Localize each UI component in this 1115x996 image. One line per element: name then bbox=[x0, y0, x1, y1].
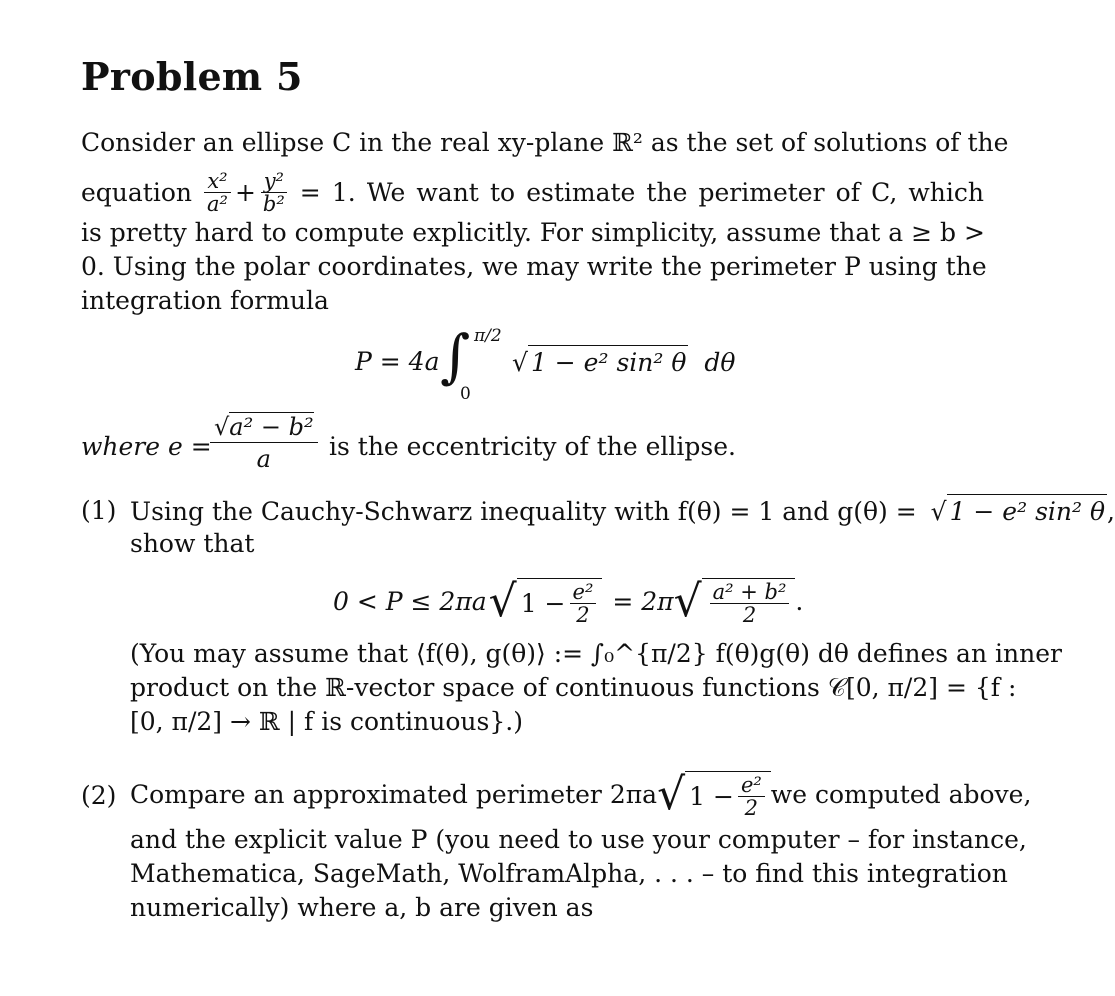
part-1-note-3: [0, π/2] → ℝ | f is continuous}.) bbox=[130, 707, 523, 736]
fraction-denominator: 2 bbox=[576, 603, 590, 627]
fraction-denominator: 2 bbox=[742, 603, 757, 627]
sqrt-sign: √ bbox=[657, 769, 686, 820]
where-text: where e = bbox=[81, 432, 212, 461]
intro-line-5: integration formula bbox=[81, 286, 329, 315]
g-theta-radicand: 1 − e² sin² θ bbox=[947, 494, 1107, 529]
eccentricity-numerator: √a² − b² bbox=[210, 412, 318, 443]
equation-word: equation bbox=[81, 177, 192, 207]
eccentricity-radicand: a² − b² bbox=[229, 413, 314, 441]
fraction-numerator: e² bbox=[738, 774, 765, 797]
part-2-label: (2) bbox=[81, 781, 117, 810]
fraction-numerator: x² bbox=[204, 170, 230, 193]
integral-sign: ∫ bbox=[440, 322, 471, 390]
fraction-numerator: y² bbox=[261, 170, 287, 193]
intro-line-4: 0. Using the polar coordinates, we may write the perimeter P using the bbox=[81, 252, 987, 281]
intro-line-1: Consider an ellipse C in the real xy-plane ℝ² as the set of solutions of the bbox=[81, 128, 1009, 157]
sqrt-sign: √ bbox=[488, 576, 517, 627]
inequality-lhs: 0 < P ≤ 2πa bbox=[333, 587, 487, 616]
g-theta-sqrt: √ 1 − e² sin² θ bbox=[931, 494, 1107, 529]
fraction-numerator: e² bbox=[570, 581, 597, 604]
integral-lower-limit: 0 bbox=[460, 384, 471, 404]
inequality-period: . bbox=[795, 587, 804, 616]
part-1-comma: , bbox=[1107, 497, 1115, 526]
fraction-denominator: 2 bbox=[744, 796, 759, 820]
radicand-prefix: 1 − bbox=[689, 781, 734, 811]
part-2-line-4: numerically) where a, b are given as bbox=[130, 893, 594, 922]
approx-radicand bbox=[685, 771, 771, 819]
where-prefix bbox=[81, 430, 212, 464]
eccentricity-denominator: a bbox=[256, 445, 271, 473]
inequality-mid: = 2π bbox=[612, 587, 674, 616]
integral-lhs: P = 4a bbox=[355, 347, 440, 376]
fraction-denominator: b² bbox=[262, 192, 285, 216]
part-1-label: (1) bbox=[81, 496, 117, 525]
sqrt-expression: √ 1 − e² sin² θ bbox=[512, 345, 688, 380]
radicand: 1 − e² sin² θ bbox=[528, 345, 688, 380]
e-squared-over-2 bbox=[570, 581, 597, 626]
sqrt-radicand-1 bbox=[517, 578, 603, 626]
problem-title: Problem 5 bbox=[81, 54, 303, 99]
differential: dθ bbox=[704, 348, 736, 377]
part-2-line-2: and the explicit value P (you need to use your computer – for instance, bbox=[130, 825, 1027, 854]
part-1-line-2: show that bbox=[130, 529, 255, 558]
integral-upper-limit: π/2 bbox=[474, 326, 502, 346]
fraction-denominator: a² bbox=[207, 192, 228, 216]
perimeter-inequality bbox=[333, 578, 803, 626]
intro-line-3: is pretty hard to compute explicitly. For simplicity, assume that a ≥ b > bbox=[81, 218, 985, 247]
intro-line-2-rest: = 1. We want to estimate the perimeter of C, which bbox=[299, 177, 984, 207]
eccentricity-fraction bbox=[210, 412, 318, 475]
radicand-prefix: 1 − bbox=[520, 588, 566, 618]
fraction-y-over-b bbox=[260, 170, 288, 215]
fraction-numerator: a² + b² bbox=[710, 581, 790, 604]
part-1-note-1: (You may assume that ⟨f(θ), g(θ)⟩ := ∫₀^{π/2} f(θ)g(θ) dθ defines an inner bbox=[130, 639, 1062, 668]
fraction-x-over-a bbox=[204, 170, 231, 215]
e-squared-over-2 bbox=[738, 774, 765, 819]
part-1-note-2: product on the ℝ-vector space of continuous functions 𝒞[0, π/2] = {f : bbox=[130, 673, 1017, 702]
where-suffix: is the eccentricity of the ellipse. bbox=[329, 432, 736, 461]
part-1-line-1 bbox=[130, 494, 1115, 529]
sqrt-sign: √ bbox=[673, 576, 702, 627]
part-2-line-3: Mathematica, SageMath, WolframAlpha, . . . – to find this integration bbox=[130, 859, 1008, 888]
perimeter-integral bbox=[355, 345, 439, 379]
part-2-line-1 bbox=[130, 765, 1032, 825]
integral-integrand bbox=[512, 345, 735, 380]
intro-line-2 bbox=[81, 170, 984, 215]
part-2-text: Compare an approximated perimeter 2πa bbox=[130, 780, 658, 809]
a2-plus-b2-over-2 bbox=[710, 581, 790, 626]
part-1-text: Using the Cauchy-Schwarz inequality with f(θ) = 1 and g(θ) = bbox=[130, 497, 917, 526]
part-2-line-1-end: we computed above, bbox=[770, 780, 1032, 809]
plus-sign: + bbox=[234, 177, 256, 207]
sqrt-radicand-2 bbox=[702, 578, 796, 626]
